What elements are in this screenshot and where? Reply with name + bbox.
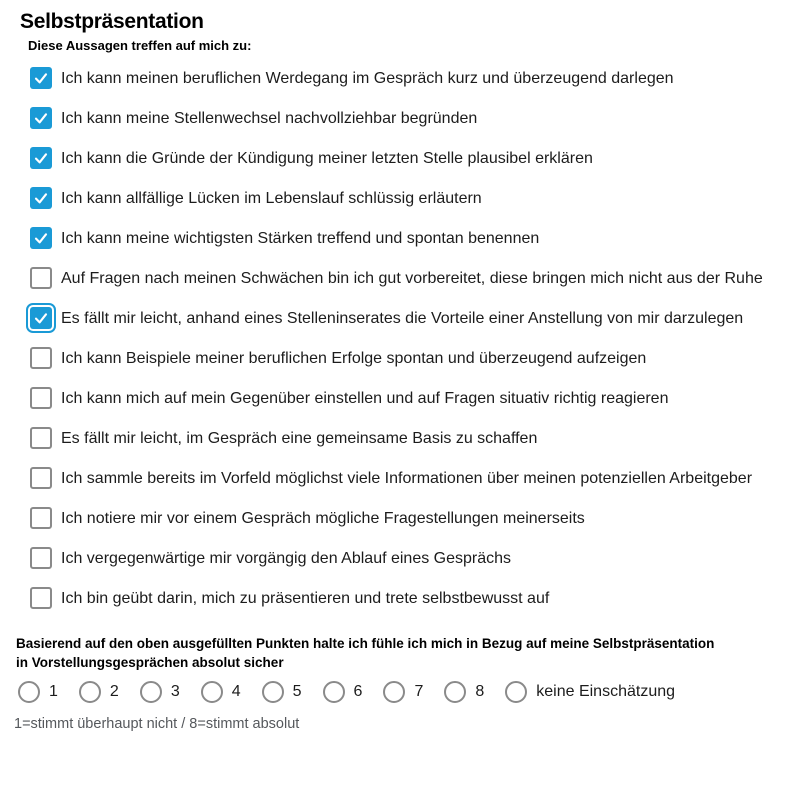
radio-button[interactable]: [79, 681, 101, 703]
radio-option[interactable]: [323, 681, 363, 703]
radio-button[interactable]: [323, 681, 345, 703]
radio-button[interactable]: [201, 681, 223, 703]
radio-button[interactable]: [18, 681, 40, 703]
checklist-item[interactable]: [30, 546, 789, 571]
checklist-item[interactable]: [30, 386, 789, 411]
radio-option[interactable]: [18, 681, 58, 703]
radio-label: 7: [414, 683, 424, 700]
rating-question: Basierend auf den oben ausgefüllten Punkten halte ich fühle ich mich in Bezug auf meine Selbstpräsentation in Vorstellungsgesprächen absolut sicher: [16, 636, 715, 670]
radio-button[interactable]: [262, 681, 284, 703]
checklist-item[interactable]: [30, 186, 789, 211]
checkbox[interactable]: [30, 427, 52, 449]
radio-option[interactable]: [383, 681, 423, 703]
checkbox-label: Ich notiere mir vor einem Gespräch mögliche Fragestellungen meinerseits: [61, 510, 585, 527]
checkbox-label: Ich bin geübt darin, mich zu präsentieren und trete selbstbewusst auf: [61, 590, 550, 607]
radio-button[interactable]: [383, 681, 405, 703]
checkbox[interactable]: [30, 267, 52, 289]
checkbox-label: Ich kann mich auf mein Gegenüber einstellen und auf Fragen situativ richtig reagieren: [61, 390, 669, 407]
checkmark-icon: [33, 230, 49, 246]
checklist-item[interactable]: [30, 106, 789, 131]
checkbox[interactable]: [30, 227, 52, 249]
checkbox[interactable]: [30, 587, 52, 609]
checkbox-label: Es fällt mir leicht, im Gespräch eine gemeinsame Basis zu schaffen: [61, 430, 538, 447]
radio-option[interactable]: [79, 681, 119, 703]
checklist-item[interactable]: [30, 266, 789, 291]
checkmark-icon: [33, 70, 49, 86]
radio-label: 1: [49, 683, 58, 700]
checkbox[interactable]: [30, 387, 52, 409]
radio-label: 5: [292, 683, 302, 700]
page-title: Selbstpräsentation: [20, 10, 204, 33]
checkbox[interactable]: [30, 347, 52, 369]
radio-option[interactable]: [444, 681, 484, 703]
checkbox[interactable]: [30, 547, 52, 569]
checkbox-label: Auf Fragen nach meinen Schwächen bin ich gut vorbereitet, diese bringen mich nicht aus der Ruhe: [61, 270, 763, 287]
checklist-item[interactable]: [30, 346, 789, 371]
checkbox[interactable]: [30, 467, 52, 489]
checkbox-label: Ich kann meine wichtigsten Stärken treffend und spontan benennen: [61, 230, 540, 247]
checkmark-icon: [33, 110, 49, 126]
radio-button[interactable]: [444, 681, 466, 703]
radio-label: 3: [170, 683, 180, 700]
radio-option[interactable]: [140, 681, 180, 703]
checkmark-icon: [33, 150, 49, 166]
radio-button[interactable]: [140, 681, 162, 703]
radio-option[interactable]: [262, 681, 302, 703]
checkbox-label: Es fällt mir leicht, anhand eines Stelleninserates die Vorteile einer Anstellung von mir darzulegen: [61, 310, 744, 327]
checkbox-label: Ich kann die Gründe der Kündigung meiner letzten Stelle plausibel erklären: [61, 150, 593, 167]
checklist-item[interactable]: [30, 586, 789, 611]
radio-button[interactable]: [505, 681, 527, 703]
checklist-item[interactable]: [30, 506, 789, 531]
checkbox[interactable]: [30, 187, 52, 209]
radio-label: keine Einschätzung: [536, 683, 676, 700]
checkbox[interactable]: [30, 107, 52, 129]
checkbox[interactable]: [30, 307, 52, 329]
checkbox-label: Ich kann meine Stellenwechsel nachvollziehbar begründen: [61, 110, 478, 127]
radio-label: 6: [353, 683, 363, 700]
radio-label: 8: [475, 683, 485, 700]
checkmark-icon: [33, 310, 49, 326]
checklist-item[interactable]: [30, 426, 789, 451]
checkbox[interactable]: [30, 507, 52, 529]
checkbox[interactable]: [30, 67, 52, 89]
checklist: [30, 66, 789, 611]
checkbox-label: Ich kann meinen beruflichen Werdegang im Gespräch kurz und überzeugend darlegen: [61, 70, 674, 87]
radio-option[interactable]: [505, 681, 675, 703]
scale-note: 1=stimmt überhaupt nicht / 8=stimmt absolut: [14, 716, 300, 732]
radio-label: 4: [231, 683, 241, 700]
checklist-instruction: Diese Aussagen treffen auf mich zu:: [28, 38, 252, 53]
radio-option[interactable]: [201, 681, 241, 703]
checkmark-icon: [33, 190, 49, 206]
checkbox[interactable]: [30, 147, 52, 169]
checkbox-label: Ich kann allfällige Lücken im Lebenslauf schlüssig erläutern: [61, 190, 482, 207]
checklist-item[interactable]: [30, 226, 789, 251]
radio-label: 2: [109, 683, 119, 700]
checkbox-label: Ich kann Beispiele meiner beruflichen Erfolge spontan und überzeugend aufzeigen: [61, 350, 647, 367]
checklist-item[interactable]: [30, 306, 789, 331]
rating-options: [18, 681, 789, 703]
checklist-item[interactable]: [30, 66, 789, 91]
checkbox-label: Ich vergegenwärtige mir vorgängig den Ablauf eines Gesprächs: [61, 550, 512, 567]
checklist-item[interactable]: [30, 466, 789, 491]
checkbox-label: Ich sammle bereits im Vorfeld möglichst viele Informationen über meinen potenziellen Arbeitgeber: [61, 470, 753, 487]
checklist-item[interactable]: [30, 146, 789, 171]
